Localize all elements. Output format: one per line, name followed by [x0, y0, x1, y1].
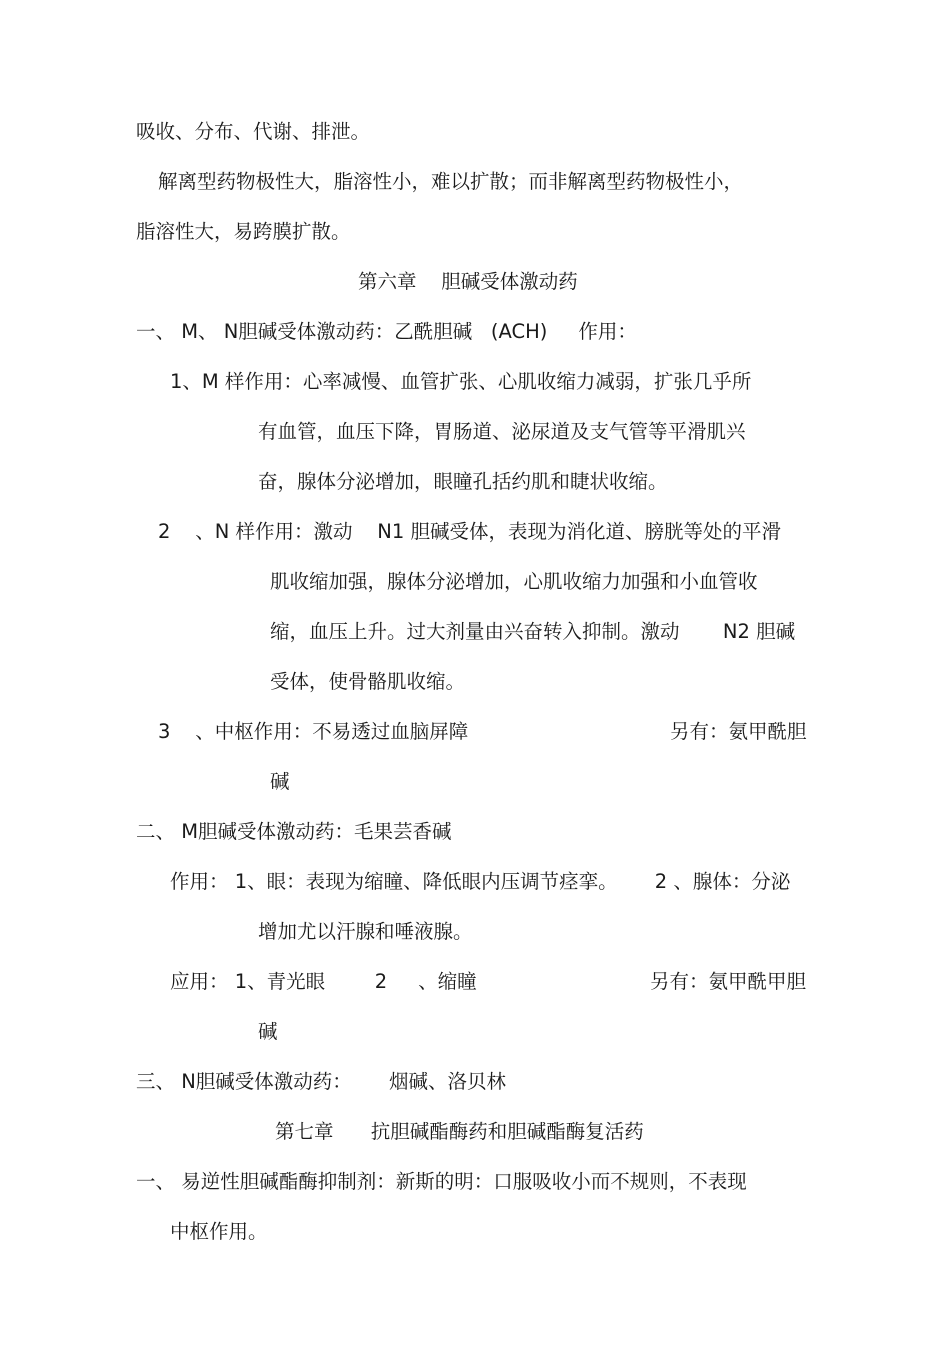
text-line: 解离型药物极性大，脂溶性小，难以扩散；而非解离型药物极性小，	[158, 170, 744, 193]
section-heading: 一、 易逆性胆碱酯酶抑制剂：新斯的明：口服吸收小而不规则，不表现	[136, 1170, 747, 1193]
text-line: 奋，腺体分泌增加，眼瞳孔括约肌和睫状收缩。	[258, 470, 668, 493]
section-heading: 二、 M胆碱受体激动药：毛果芸香碱	[136, 820, 452, 843]
text-line: 增加尤以汗腺和唾液腺。	[258, 920, 473, 943]
text-line: 中枢作用。	[170, 1220, 268, 1243]
chapter-heading: 第七章 抗胆碱酯酶药和胆碱酯酶复活药	[275, 1120, 644, 1143]
text-line: 有血管，血压下降，胃肠道、泌尿道及支气管等平滑肌兴	[258, 420, 746, 443]
text-line: 另有：氨甲酰胆	[670, 720, 807, 743]
section-heading: 一、 M、 N胆碱受体激动药：乙酰胆碱 (ACH) 作用：	[136, 320, 637, 343]
text-line: 2 、N 样作用：激动 N1 胆碱受体，表现为消化道、膀胱等处的平滑	[158, 520, 781, 543]
text-line: 1、M 样作用：心率减慢、血管扩张、心肌收缩力减弱，扩张几乎所	[170, 370, 752, 393]
text-line: 碱	[258, 1020, 278, 1043]
text-line: 应用： 1、青光眼 2 、缩瞳	[170, 970, 477, 993]
text-line: 碱	[270, 770, 290, 793]
text-line: 受体，使骨骼肌收缩。	[270, 670, 466, 693]
text-line: 3 、中枢作用：不易透过血脑屏障	[158, 720, 469, 743]
text-line: 脂溶性大，易跨膜扩散。	[136, 220, 351, 243]
text-line: 另有：氨甲酰甲胆	[650, 970, 807, 993]
text-line: 缩，血压上升。过大剂量由兴奋转入抑制。激动 N2 胆碱	[270, 620, 796, 643]
text-line: 作用： 1、眼：表现为缩瞳、降低眼内压调节痉挛。 2 、腺体：分泌	[170, 870, 791, 893]
chapter-heading: 第六章 胆碱受体激动药	[358, 270, 578, 293]
text-line: 肌收缩加强，腺体分泌增加，心肌收缩力加强和小血管收	[270, 570, 758, 593]
section-heading: 三、 N胆碱受体激动药： 烟碱、洛贝林	[136, 1070, 506, 1093]
text-line: 吸收、分布、代谢、排泄。	[136, 120, 371, 143]
